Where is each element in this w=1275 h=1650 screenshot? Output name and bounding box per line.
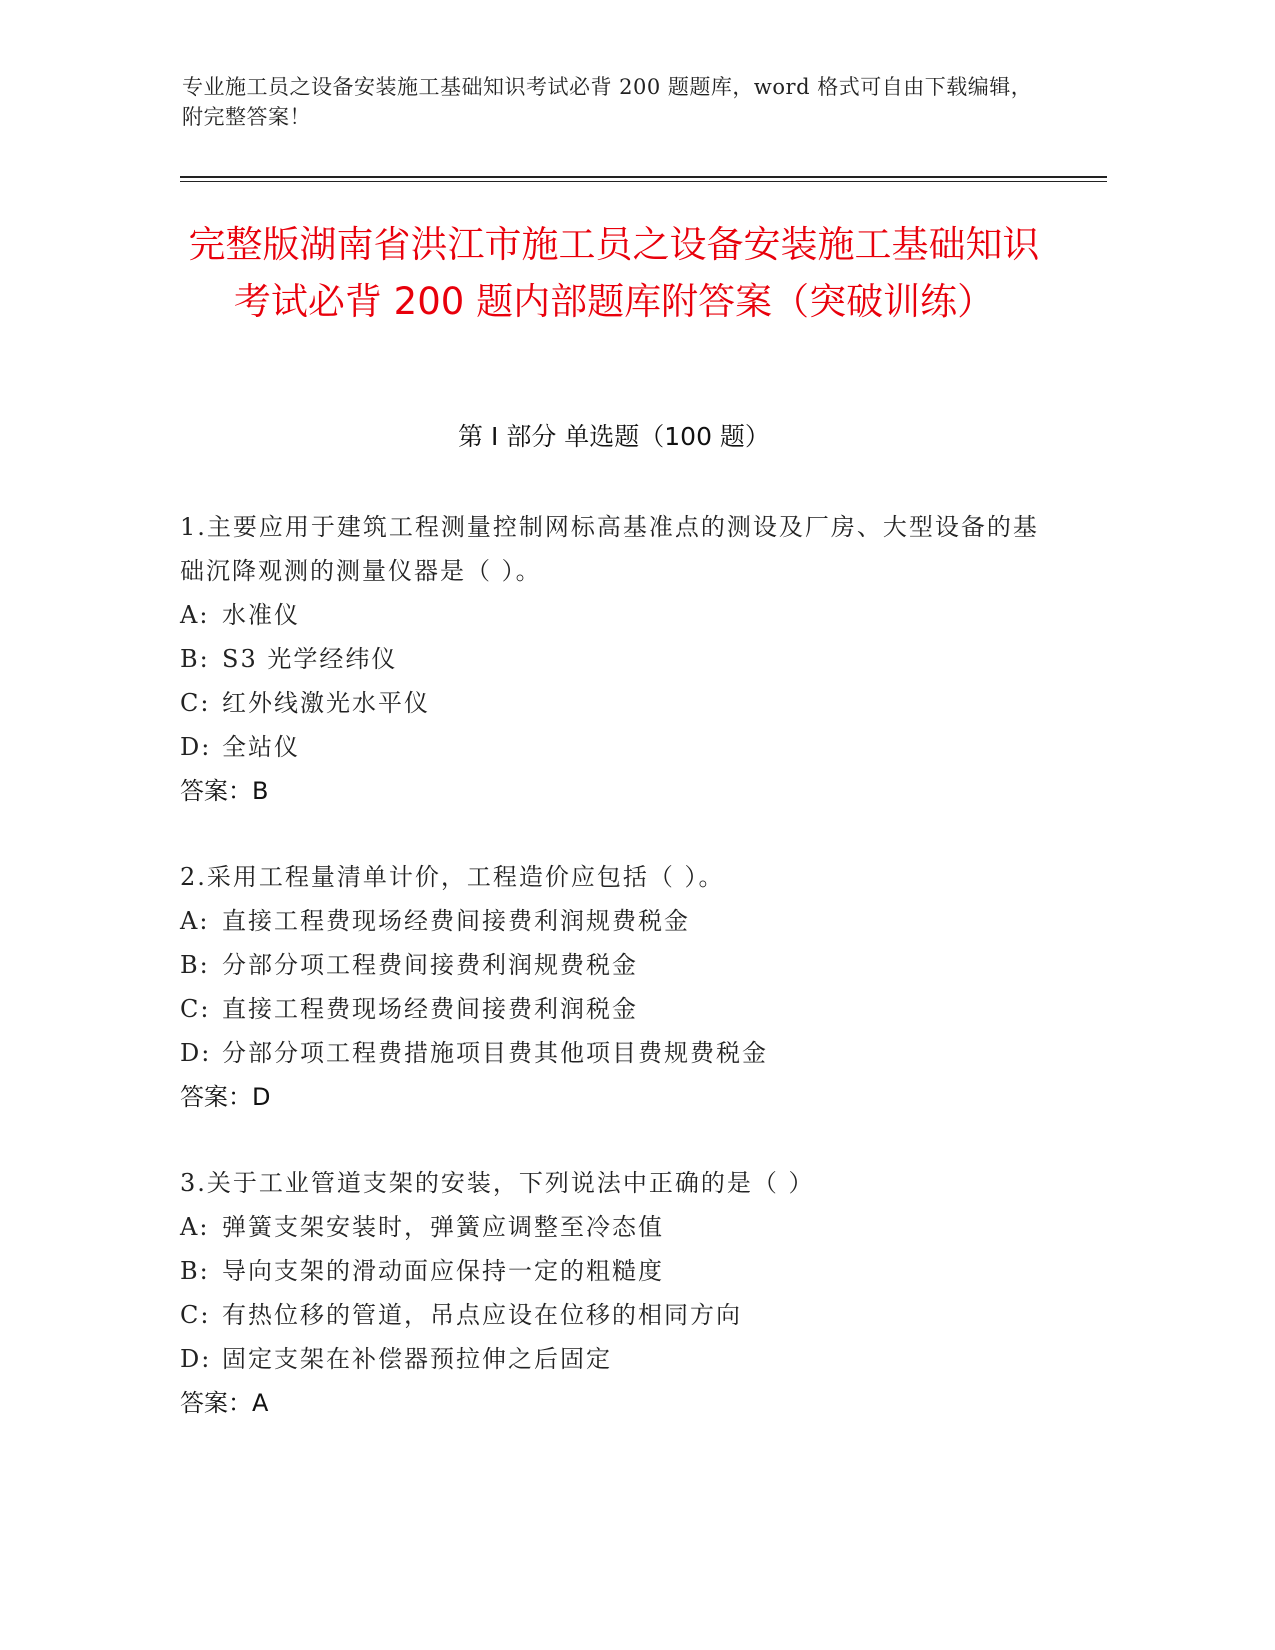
option-b (180, 943, 1060, 987)
option-key: D: (180, 1039, 212, 1067)
option-key: C: (180, 995, 211, 1023)
option-text: S3 光学经纬仪 (222, 645, 398, 673)
option-key: A: (180, 601, 210, 629)
option-d (180, 725, 1060, 769)
option-text: 红外线激光水平仪 (222, 689, 430, 717)
answer-line: 答案：A (180, 1389, 269, 1417)
option-key: B: (180, 645, 210, 673)
option-d (180, 1031, 1060, 1075)
option-text: 全站仪 (222, 733, 300, 761)
option-text: 有热位移的管道，吊点应设在位移的相同方向 (222, 1301, 742, 1329)
option-text: 水准仪 (222, 601, 300, 629)
header-divider-thick (180, 176, 1107, 178)
option-a (180, 899, 1060, 943)
option-key: D: (180, 1345, 212, 1373)
option-c (180, 987, 1060, 1031)
question-stem: 1.主要应用于建筑工程测量控制网标高基准点的测设及厂房、大型设备的基础沉降观测的测量仪器是（ ）。 (180, 513, 1039, 585)
answer-line: 答案：B (180, 777, 269, 805)
option-b (180, 1249, 1060, 1293)
header-divider-thin (180, 181, 1107, 182)
document-title: 完整版湖南省洪江市施工员之设备安装施工基础知识考试必背 200 题内部题库附答案（突破训练） (188, 223, 1040, 323)
option-key: B: (180, 1257, 210, 1285)
section-title: 第 I 部分 单选题（100 题） (458, 422, 770, 451)
option-text: 弹簧支架安装时，弹簧应调整至冷态值 (222, 1213, 664, 1241)
option-text: 直接工程费现场经费间接费利润规费税金 (222, 907, 690, 935)
option-a (180, 1205, 1060, 1249)
header-note: 专业施工员之设备安装施工基础知识考试必背 200 题题库，word 格式可自由下载编辑，附完整答案！ (182, 75, 1033, 129)
option-key: B: (180, 951, 210, 979)
option-key: C: (180, 689, 211, 717)
option-b (180, 637, 1060, 681)
option-text: 导向支架的滑动面应保持一定的粗糙度 (222, 1257, 664, 1285)
question-stem: 2.采用工程量清单计价，工程造价应包括（ ）。 (180, 863, 725, 891)
question-stem: 3.关于工业管道支架的安装，下列说法中正确的是（ ） (180, 1169, 815, 1197)
option-text: 分部分项工程费措施项目费其他项目费规费税金 (222, 1039, 768, 1067)
option-text: 分部分项工程费间接费利润规费税金 (222, 951, 638, 979)
question-3 (180, 1161, 1060, 1425)
option-key: D: (180, 733, 212, 761)
option-key: A: (180, 1213, 210, 1241)
option-c (180, 681, 1060, 725)
option-d (180, 1337, 1060, 1381)
option-key: A: (180, 907, 210, 935)
question-2 (180, 855, 1060, 1119)
answer-line: 答案：D (180, 1083, 271, 1111)
question-1 (180, 505, 1060, 813)
option-text: 固定支架在补偿器预拉伸之后固定 (222, 1345, 612, 1373)
option-key: C: (180, 1301, 211, 1329)
option-a (180, 593, 1060, 637)
option-c (180, 1293, 1060, 1337)
option-text: 直接工程费现场经费间接费利润税金 (222, 995, 638, 1023)
question-list (180, 505, 1060, 1467)
